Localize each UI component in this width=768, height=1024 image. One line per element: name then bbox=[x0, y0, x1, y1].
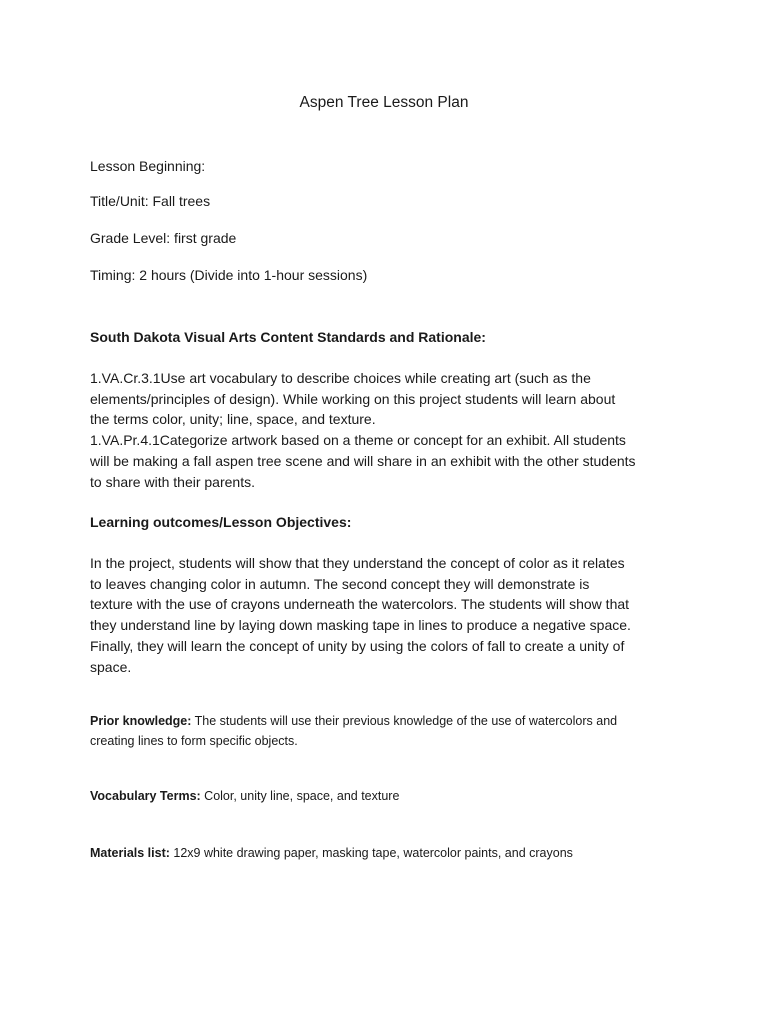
grade-level: Grade Level: first grade bbox=[90, 230, 237, 246]
objectives-line: to leaves changing color in autumn. The second concept they will demonstrate is bbox=[90, 575, 590, 592]
standards-heading: South Dakota Visual Arts Content Standards and Rationale: bbox=[90, 329, 486, 345]
objectives-line: space. bbox=[90, 658, 132, 675]
prior-knowledge-label: Prior knowledge: bbox=[90, 714, 192, 728]
prior-knowledge-text: The students will use their previous knowledge of the use of watercolors and bbox=[191, 714, 618, 728]
objectives-line: texture with the use of crayons underneath the watercolors. The students will show that bbox=[90, 596, 630, 613]
objectives-heading: Learning outcomes/Lesson Objectives: bbox=[90, 514, 352, 530]
vocabulary-section bbox=[90, 787, 690, 807]
timing: Timing: 2 hours (Divide into 1-hour sessions) bbox=[90, 267, 368, 283]
standards-line: 1.VA.Cr.3.1Use art vocabulary to describe choices while creating art (such as the bbox=[90, 370, 591, 386]
title-unit: Title/Unit: Fall trees bbox=[90, 193, 211, 209]
objectives-paragraph bbox=[90, 553, 690, 677]
objectives-line: Finally, they will learn the concept of unity by using the colors of fall to create a unity of bbox=[90, 637, 625, 654]
vocabulary-text: Color, unity line, space, and texture bbox=[200, 789, 400, 803]
standards-line: elements/principles of design). While working on this project students will learn about bbox=[90, 390, 616, 407]
prior-knowledge-section bbox=[90, 712, 690, 751]
objectives-line: In the project, students will show that they understand the concept of color as it relates bbox=[90, 555, 625, 571]
standards-line: the terms color, unity; line, space, and texture. bbox=[90, 411, 376, 428]
prior-knowledge-text: creating lines to form specific objects. bbox=[90, 733, 298, 748]
standards-line: will be making a fall aspen tree scene and will share in an exhibit with the other students bbox=[90, 452, 636, 469]
materials-label: Materials list: bbox=[90, 846, 170, 860]
document-title: Aspen Tree Lesson Plan bbox=[299, 94, 469, 111]
objectives-line: they understand line by laying down masking tape in lines to produce a negative space. bbox=[90, 617, 631, 634]
lesson-beginning: Lesson Beginning: bbox=[90, 158, 206, 174]
standards-line: to share with their parents. bbox=[90, 473, 255, 490]
vocabulary-label: Vocabulary Terms: bbox=[90, 789, 201, 803]
materials-section bbox=[90, 844, 690, 864]
standards-paragraph bbox=[90, 368, 690, 492]
materials-text: 12x9 white drawing paper, masking tape, watercolor paints, and crayons bbox=[169, 846, 573, 860]
standards-line: 1.VA.Pr.4.1Categorize artwork based on a theme or concept for an exhibit. All students bbox=[90, 432, 626, 449]
